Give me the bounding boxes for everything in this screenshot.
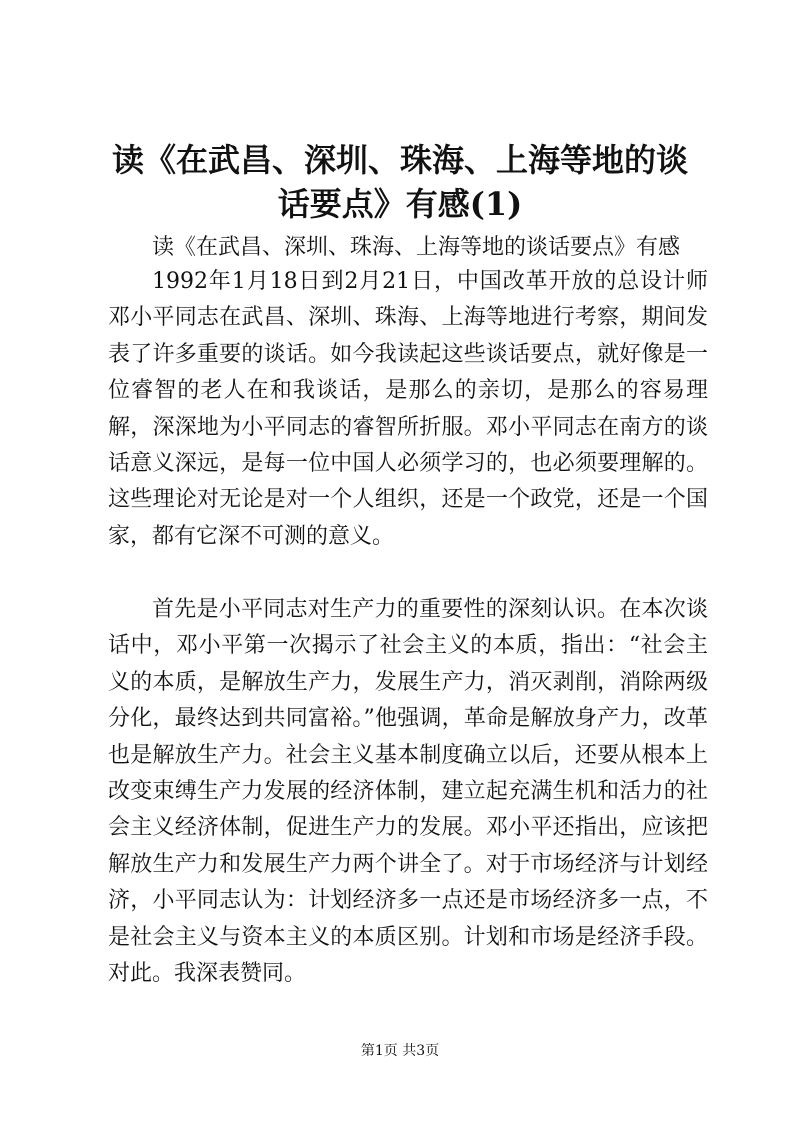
- body-paragraph: 1992年1月18日到2月21日，中国改革开放的总设计师邓小平同志在武昌、深圳、珠海、上海等地进行考察，期间发表了许多重要的谈话。如今我读起这些谈话要点，就好像是一位睿智的老人在和我谈话，是那么的亲切，是那么的容易理解，深深地为小平同志的睿智所折服。邓小平同志在南方的谈话意义深远，是每一位中国人必须学习的，也必须要理解的。这些理论对无论是对一个人组织，还是一个政党，还是一个国家，都有它深不可测的意义。: [108, 269, 708, 549]
- page-number: 第1页 共3页: [360, 1043, 440, 1059]
- body-paragraph: 首先是小平同志对生产力的重要性的深刻认识。在本次谈话中，邓小平第一次揭示了社会主义的本质，指出：“社会主义的本质，是解放生产力，发展生产力，消灭剥削，消除两级分化，最终达到共同富裕。”他强调，革命是解放身产力，改革也是解放生产力。社会主义基本制度确立以后，还要从根本上改变束缚生产力发展的经济体制，建立起充满生机和活力的社会主义经济体制，促进生产力的发展。邓小平还指出，应该把解放生产力和发展生产力两个讲全了。对于市场经济与计划经济，小平同志认为：计划经济多一点还是市场经济多一点，不是社会主义与资本主义的本质区别。计划和市场是经济手段。对此。我深表赞同。: [108, 597, 708, 987]
- document-subtitle: 读《在武昌、深圳、珠海、上海等地的谈话要点》有感: [152, 235, 681, 260]
- document-title: 读《在武昌、深圳、珠海、上海等地的谈话要点》有感(1): [111, 141, 688, 223]
